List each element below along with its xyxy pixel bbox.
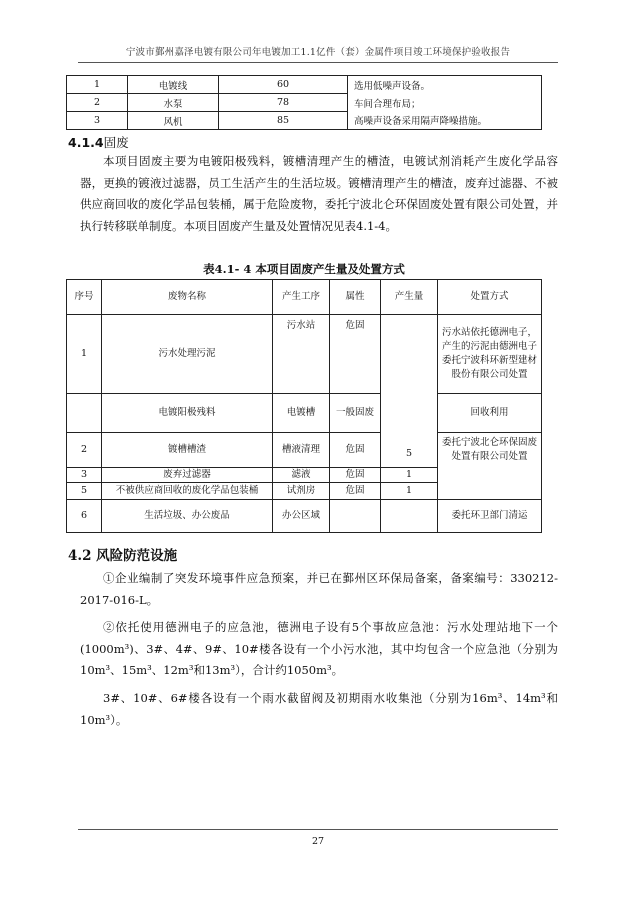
- cell-disposal: 污水站依托德洲电子，产生的污泥由德洲电子委托宁波科环新型建材股份有限公司处置: [438, 315, 542, 394]
- section-heading-4-1-4: [68, 133, 129, 151]
- solid-waste-paragraph: 本项目固废主要为电镀阳极残料，镀槽清理产生的槽渣，电镀试剂消耗产生废化学品容器，更换的镀液过滤器，员工生活产生的生活垃圾。镀槽清理产生的槽渣，废弃过滤器、不被供应商回收的废化学品包装桶，属于危险废物，委托宁波北仑环保固废处置有限公司处置，并执行转移联单制度。本项目固废产生量及处置情况见表4.1-4。: [80, 154, 558, 233]
- header-amount: 产生量: [381, 280, 438, 315]
- cell-amount: 1: [381, 468, 438, 483]
- section-heading-4-2: 4.2 风险防范设施: [68, 548, 178, 564]
- cell-no: 6: [67, 500, 102, 533]
- cell-disposal: 委托环卫部门清运: [438, 500, 542, 533]
- cell-process: 试剂房: [273, 483, 330, 500]
- cell-attribute: [330, 500, 381, 533]
- section-title: 固废: [103, 135, 129, 150]
- table-row: [67, 94, 542, 112]
- cell-no: 5: [67, 483, 102, 500]
- solid-waste-table: [66, 279, 542, 533]
- noise-no: 3: [67, 112, 128, 130]
- risk-paragraph-3: 3#、10#、6#楼各设有一个雨水截留阀及初期雨水收集池（分别为16m³、14m³和10m³）。: [80, 691, 558, 727]
- running-header: 宁波市鄞州嘉泽电镀有限公司年电镀加工1.1亿件（套）金属件项目竣工环境保护验收报告: [78, 44, 558, 63]
- page-number: 27: [311, 836, 325, 847]
- table-row: [67, 315, 542, 394]
- header-process: 产生工序: [273, 280, 330, 315]
- noise-source: 风机: [128, 112, 219, 130]
- cell-attribute: 危固: [330, 433, 381, 468]
- noise-value: 60: [219, 76, 348, 94]
- table-caption: 表4.1- 4 本项目固废产生量及处置方式: [203, 262, 405, 276]
- cell-no: 2: [67, 433, 102, 468]
- risk-paragraph-2: ②依托使用德洲电子的应急池，德洲电子设有5个事故应急池：污水处理站地下一个(1000m³)、3#、4#、9#、10#楼各设有一个小污水池，其中均包含一个应急池（分别为10m³、15m³、12m³和13m³），合计约1050m³。: [80, 620, 558, 677]
- cell-amount: 5: [381, 315, 438, 468]
- noise-value: 78: [219, 94, 348, 112]
- cell-disposal: 回收利用: [438, 394, 542, 433]
- cell-attribute: 危固: [330, 468, 381, 483]
- header-attribute: 属性: [330, 280, 381, 315]
- cell-process: 办公区域: [273, 500, 330, 533]
- noise-measure: 高噪声设备采用隔声降噪措施。: [348, 112, 542, 130]
- noise-table: [66, 75, 542, 130]
- table-row: [67, 76, 542, 94]
- cell-name: 废弃过滤器: [102, 468, 273, 483]
- noise-no: 2: [67, 94, 128, 112]
- footer-divider: [78, 829, 558, 830]
- cell-name: 不被供应商回收的废化学品包装桶: [102, 483, 273, 500]
- table-row: [67, 112, 542, 130]
- cell-process: 电镀槽: [273, 394, 330, 433]
- section-number: 4.1.4: [68, 135, 104, 150]
- noise-value: 85: [219, 112, 348, 130]
- cell-amount: [381, 500, 438, 533]
- noise-no: 1: [67, 76, 128, 94]
- table-row: [67, 500, 542, 533]
- header-disposal: 处置方式: [438, 280, 542, 315]
- noise-source: 电镀线: [128, 76, 219, 94]
- header-no: 序号: [67, 280, 102, 315]
- noise-measure: 车间合理布局；: [348, 94, 542, 112]
- risk-paragraph-1: ①企业编制了突发环境事件应急预案，并已在鄞州区环保局备案，备案编号：330212-2017-016-L。: [80, 571, 558, 607]
- cell-attribute: 一般固废: [330, 394, 381, 433]
- cell-attribute: 危固: [330, 315, 381, 394]
- cell-name: 污水处理污泥: [102, 315, 273, 394]
- cell-no: 3: [67, 468, 102, 483]
- cell-process: 槽液清理: [273, 433, 330, 468]
- cell-process: 污水站: [273, 315, 330, 394]
- cell-process: 滤液: [273, 468, 330, 483]
- noise-source: 水泵: [128, 94, 219, 112]
- cell-name: 电镀阳极残料: [102, 394, 273, 433]
- table-row: [67, 433, 542, 468]
- cell-name: 生活垃圾、办公废品: [102, 500, 273, 533]
- noise-measure: 选用低噪声设备。: [348, 76, 542, 94]
- cell-no: 1: [67, 315, 102, 394]
- table-row: [67, 394, 542, 433]
- cell-disposal-hazardous: 委托宁波北仑环保固废处置有限公司处置: [438, 433, 542, 500]
- cell-name: 镀槽槽渣: [102, 433, 273, 468]
- header-name: 废物名称: [102, 280, 273, 315]
- cell-no: [67, 394, 102, 433]
- cell-attribute: 危固: [330, 483, 381, 500]
- cell-amount: 1: [381, 483, 438, 500]
- table-header-row: [67, 280, 542, 315]
